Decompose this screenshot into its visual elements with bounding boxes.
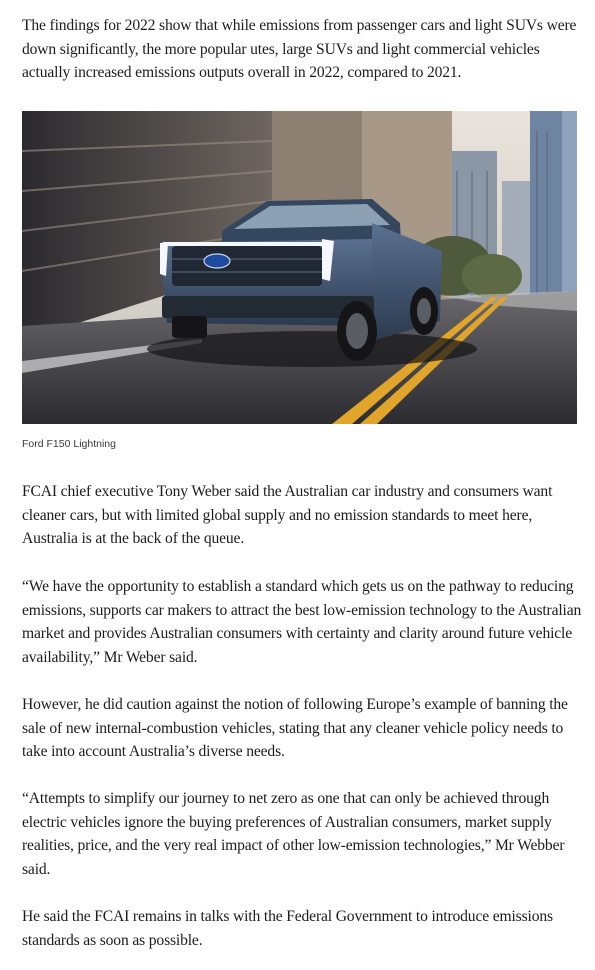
body-paragraph: FCAI chief executive Tony Weber said the Australian car industry and consumers want cleaner cars, but with limited global supply and no emission standards to meet here, Australia is at the back of the queue. [22,483,553,548]
intro-paragraph: The findings for 2022 show that while emissions from passenger cars and light SUVs were down significantly, the more popular utes, large SUVs and light commercial vehicles actually increased emissions outputs overall in 2022, compared to 2021. [22,17,577,82]
ford-truck-photo [22,111,577,424]
body-paragraph: He said the FCAI remains in talks with the Federal Government to introduce emissions standards as soon as possible. [22,908,553,949]
body-paragraph: “We have the opportunity to establish a standard which gets us on the pathway to reducing emissions, supports car makers to attract the best low-emission technology to the Australian market and provides Australian consumers with certainty and clarity around future vehicle availability,” Mr Weber said. [22,578,582,666]
body-paragraph: However, he did caution against the notion of following Europe’s example of banning the sale of new internal-combustion vehicles, stating that any cleaner vehicle policy needs to take into account Australia’s diverse needs. [22,696,568,761]
body-paragraph: “Attempts to simplify our journey to net zero as one that can only be achieved through electric vehicles ignore the buying preferences of Australian consumers, market supply realities, price, and the very real impact of other low-emission technologies,” Mr Webber said. [22,790,565,878]
article-photo [22,111,577,424]
image-caption: Ford F150 Lightning [22,438,116,450]
